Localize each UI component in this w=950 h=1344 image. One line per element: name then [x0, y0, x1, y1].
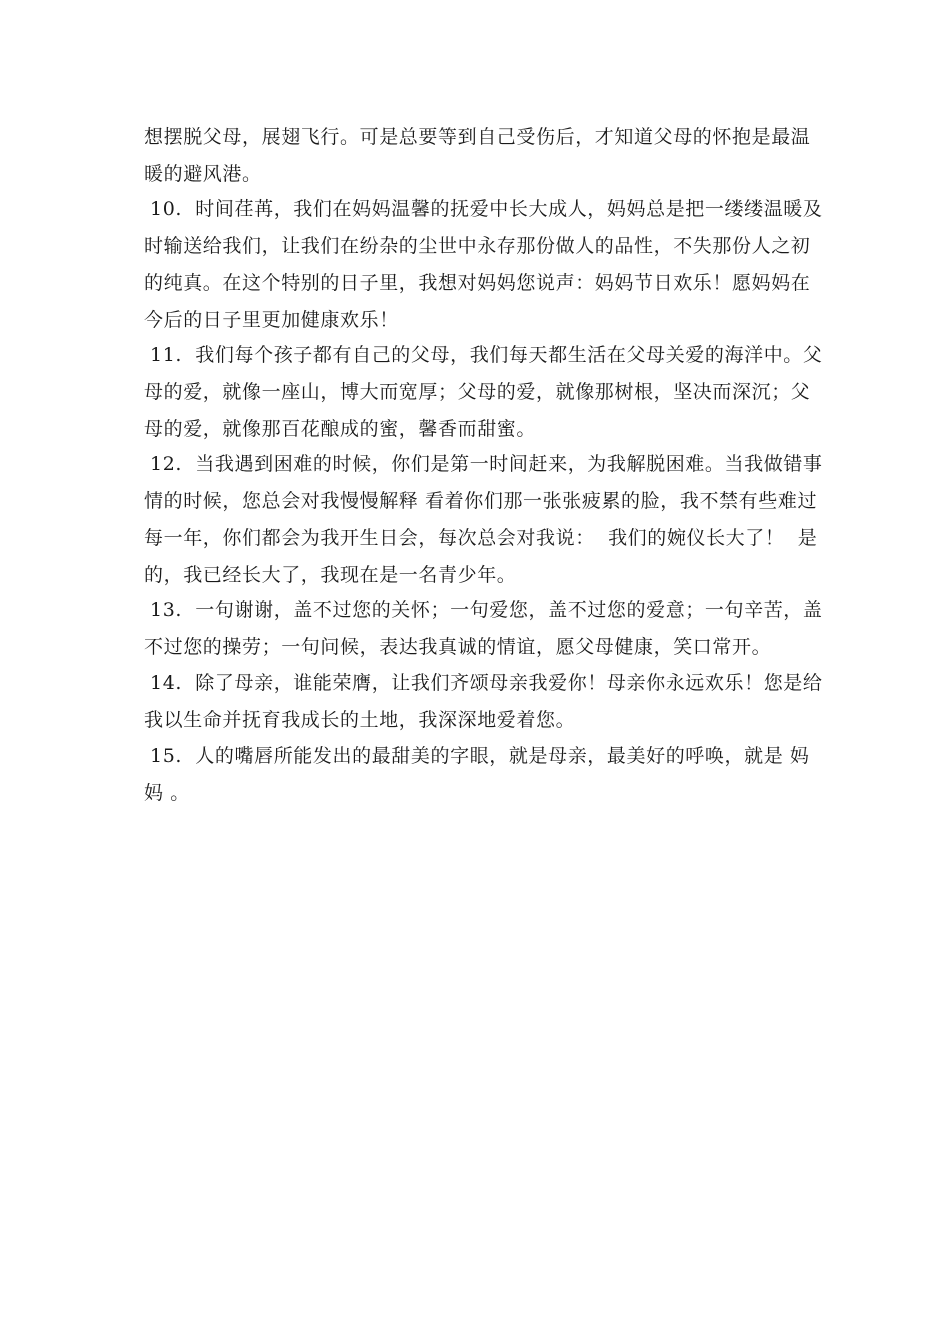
text-line: 母的爱，就像一座山，博大而宽厚；父母的爱，就像那树根，坚决而深沉；父	[144, 381, 811, 403]
text-line: 母的爱，就像那百花酿成的蜜，馨香而甜蜜。	[144, 418, 537, 440]
text-line: 情的时候，您总会对我慢慢解释 看着你们那一张张疲累的脸，我不禁有些难过	[144, 490, 818, 512]
text-line: 时输送给我们，让我们在纷杂的尘世中永存那份做人的品性，不失那份人之初	[144, 235, 811, 257]
text-line: 每一年，你们都会为我开生日会，每次总会对我说： 我们的婉仪长大了！ 是	[144, 527, 818, 549]
text-line: 妈 。	[144, 782, 190, 804]
paragraph-14-line: 14. 除了母亲，谁能荣膺，让我们齐颂母亲我爱你！母亲你永远欢乐！您是给	[150, 672, 823, 694]
text-line: 的纯真。在这个特别的日子里，我想对妈妈您说声：妈妈节日欢乐！愿妈妈在	[144, 272, 811, 294]
paragraph-11-line: 11. 我们每个孩子都有自己的父母，我们每天都生活在父母关爱的海洋中。父	[150, 344, 823, 366]
text-line: 暖的避风港。	[144, 163, 262, 185]
paragraph-15-line: 15. 人的嘴唇所能发出的最甜美的字眼，就是母亲，最美好的呼唤，就是 妈	[150, 745, 810, 767]
paragraph-12-line: 12. 当我遇到困难的时候，你们是第一时间赶来，为我解脱困难。当我做错事	[150, 453, 823, 475]
text-line: 今后的日子里更加健康欢乐！	[144, 309, 399, 331]
paragraph-10-line: 10. 时间荏苒，我们在妈妈温馨的抚爱中长大成人，妈妈总是把一缕缕温暖及	[150, 198, 823, 220]
text-line: 我以生命并抚育我成长的土地，我深深地爱着您。	[144, 709, 576, 731]
text-line: 不过您的操劳；一句问候，表达我真诚的情谊，愿父母健康，笑口常开。	[144, 636, 772, 658]
text-line: 想摆脱父母，展翅飞行。可是总要等到自己受伤后，才知道父母的怀抱是最温	[144, 126, 811, 148]
text-line: 的，我已经长大了，我现在是一名青少年。	[144, 564, 517, 586]
paragraph-13-line: 13. 一句谢谢，盖不过您的关怀；一句爱您，盖不过您的爱意；一句辛苦，盖	[150, 599, 823, 621]
